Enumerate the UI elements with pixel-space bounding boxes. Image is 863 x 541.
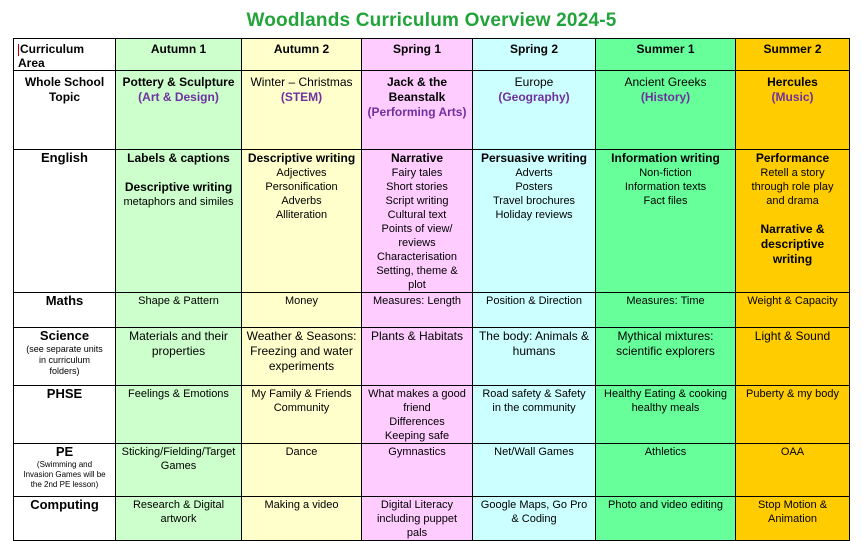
pe-note: (Swimming and [36, 460, 93, 469]
topic-name: Beanstalk [388, 90, 446, 104]
science-summer-2 [736, 328, 850, 386]
english-item: Travel brochures [492, 195, 576, 207]
header-area-label: Curriculum Area [18, 42, 85, 70]
phse-item: What makes a good [368, 388, 466, 400]
topic-label-line: Whole School [24, 75, 105, 89]
science-item: The body: Animals & [478, 329, 590, 343]
science-spring-2 [473, 328, 596, 386]
english-summer-2 [736, 150, 850, 293]
english-row [14, 150, 850, 293]
science-autumn-1 [116, 328, 242, 386]
pe-row-label [14, 444, 116, 497]
english-item: Adjectives [276, 167, 327, 179]
computing-autumn-2 [242, 497, 362, 541]
pe-item: Gymnastics [388, 446, 446, 458]
science-item: Mythical mixtures: [617, 329, 714, 343]
phse-item: in the community [492, 402, 576, 414]
english-spring-1 [362, 150, 473, 293]
english-item: Personification [265, 181, 338, 193]
page-title: Woodlands Curriculum Overview 2024-5 [246, 10, 617, 31]
computing-item: Digital Literacy [380, 499, 454, 511]
english-summer-1 [596, 150, 736, 293]
english-item: metaphors and similes [123, 196, 234, 208]
english-heading: Information writing [611, 151, 720, 165]
computing-item: Research & Digital [132, 499, 225, 511]
science-note: folders) [49, 366, 80, 376]
computing-item: artwork [160, 513, 197, 525]
phse-spring-2 [473, 386, 596, 444]
english-heading: writing [772, 252, 813, 266]
english-item: reviews [398, 237, 436, 249]
header-curriculum-area [14, 39, 116, 71]
topic-row-label [14, 71, 116, 150]
topic-summer-1 [596, 71, 736, 150]
topic-subject: (Performing Arts) [367, 105, 467, 119]
pe-item: Dance [285, 446, 318, 458]
phse-autumn-1 [116, 386, 242, 444]
english-autumn-2 [242, 150, 362, 293]
phse-item: healthy meals [631, 402, 700, 414]
topic-name: Jack & the [386, 75, 448, 89]
english-item: Adverbs [281, 195, 322, 207]
pe-item: Sticking/Fielding/Target [121, 446, 236, 458]
phse-row [14, 386, 850, 444]
english-heading: Descriptive writing [247, 151, 356, 165]
science-item: Freezing and water [250, 344, 353, 358]
pe-row [14, 444, 850, 497]
header-summer-1: Summer 1 [596, 39, 736, 71]
pe-note: Invasion Games will be [23, 470, 106, 479]
header-summer-2: Summer 2 [736, 39, 850, 71]
topic-name: Winter – Christmas [250, 75, 353, 89]
english-item: Script writing [385, 195, 449, 207]
science-autumn-2 [242, 328, 362, 386]
english-item: Adverts [515, 167, 553, 179]
science-label: Science [39, 328, 90, 343]
english-heading: Labels & captions [127, 151, 230, 165]
maths-autumn-2: Money [242, 293, 362, 328]
maths-spring-1: Measures: Length [362, 293, 473, 328]
pe-summer-1 [596, 444, 736, 497]
pe-label: PE [55, 444, 74, 459]
header-row [14, 39, 850, 71]
english-heading: Narrative & [760, 222, 825, 236]
science-item: scientific explorers [616, 344, 715, 358]
header-spring-1: Spring 1 [362, 39, 473, 71]
english-item: and drama [766, 195, 819, 207]
phse-item: Puberty & my body [746, 388, 839, 400]
phse-item: Feelings & Emotions [128, 388, 229, 400]
english-item: Fairy tales [391, 167, 443, 179]
english-heading: Narrative [390, 151, 444, 165]
computing-autumn-1 [116, 497, 242, 541]
pe-spring-1 [362, 444, 473, 497]
science-note: in curriculum [38, 355, 90, 365]
header-autumn-1: Autumn 1 [116, 39, 242, 71]
phse-spring-1 [362, 386, 473, 444]
pe-item: OAA [780, 446, 805, 458]
phse-item: friend [403, 402, 431, 414]
computing-item: Animation [768, 513, 817, 525]
english-heading: Persuasive writing [480, 151, 588, 165]
english-heading: Descriptive writing [124, 180, 233, 194]
phse-item: Road safety & Safety [482, 388, 586, 400]
computing-item: & Coding [511, 513, 557, 525]
pe-item: Net/Wall Games [494, 446, 574, 458]
english-item: through role play [751, 181, 834, 193]
topic-name: Ancient Greeks [624, 75, 707, 89]
header-autumn-2: Autumn 2 [242, 39, 362, 71]
topic-label-line: Topic [48, 90, 81, 104]
science-item: experiments [268, 359, 335, 373]
english-item: Retell a story [760, 167, 825, 179]
topic-subject: (History) [640, 90, 691, 104]
english-heading: Performance [755, 151, 830, 165]
topic-row [14, 71, 850, 150]
pe-note: the 2nd PE lesson) [30, 480, 99, 489]
english-item: Setting, theme & [376, 265, 458, 277]
english-row-label: English [14, 150, 116, 293]
topic-autumn-1 [116, 71, 242, 150]
header-spring-2: Spring 2 [473, 39, 596, 71]
computing-row [14, 497, 850, 541]
phse-item: Differences [389, 416, 445, 428]
topic-subject: (Geography) [498, 90, 570, 104]
pe-summer-2 [736, 444, 850, 497]
topic-autumn-2 [242, 71, 362, 150]
science-item: Weather & Seasons: [246, 329, 357, 343]
pe-item: Athletics [644, 446, 687, 458]
maths-row-label: Maths [14, 293, 116, 328]
science-item: humans [512, 344, 556, 358]
pe-item: Games [160, 460, 197, 472]
english-item: Fact files [643, 195, 688, 207]
science-summer-1 [596, 328, 736, 386]
computing-item: Making a video [264, 499, 339, 511]
phse-item: Healthy Eating & cooking [604, 388, 727, 400]
phse-item: Keeping safe [384, 430, 450, 442]
english-item: Information texts [624, 181, 707, 193]
phse-summer-2 [736, 386, 850, 444]
pe-autumn-1 [116, 444, 242, 497]
topic-name: Hercules [767, 75, 818, 89]
phse-summer-1 [596, 386, 736, 444]
computing-item: Photo and video editing [608, 499, 723, 511]
topic-name: Pottery & Sculpture [122, 75, 235, 89]
computing-summer-1 [596, 497, 736, 541]
english-item: plot [408, 279, 426, 291]
phse-row-label: PHSE [14, 386, 116, 444]
science-item: Light & Sound [754, 329, 831, 343]
science-item: Materials and their [129, 329, 228, 343]
english-item: Alliteration [275, 209, 328, 221]
topic-subject: (STEM) [280, 90, 323, 104]
english-item: Short stories [386, 181, 448, 193]
topic-spring-1 [362, 71, 473, 150]
science-spring-1 [362, 328, 473, 386]
english-item: Non-fiction [639, 167, 692, 179]
english-item: Points of view/ [381, 223, 453, 235]
science-row-label [14, 328, 116, 386]
topic-name: Europe [514, 75, 554, 89]
topic-subject: (Music) [771, 90, 814, 104]
english-spring-2 [473, 150, 596, 293]
science-item: Plants & Habitats [370, 329, 464, 343]
curriculum-table [13, 38, 850, 541]
computing-item: Google Maps, Go Pro [480, 499, 588, 511]
computing-spring-2 [473, 497, 596, 541]
phse-autumn-2 [242, 386, 362, 444]
computing-summer-2 [736, 497, 850, 541]
maths-spring-2: Position & Direction [473, 293, 596, 328]
science-note: (see separate units [26, 344, 103, 354]
english-item: Posters [515, 181, 553, 193]
english-item: Characterisation [376, 251, 458, 263]
english-item: Holiday reviews [495, 209, 573, 221]
computing-item: Stop Motion & [757, 499, 828, 511]
pe-autumn-2 [242, 444, 362, 497]
topic-spring-2 [473, 71, 596, 150]
computing-spring-1 [362, 497, 473, 541]
pe-spring-2 [473, 444, 596, 497]
computing-item: including puppet [376, 513, 458, 525]
maths-autumn-1: Shape & Pattern [116, 293, 242, 328]
topic-summer-2 [736, 71, 850, 150]
maths-row [14, 293, 850, 328]
topic-subject: (Art & Design) [138, 90, 219, 104]
english-heading: descriptive [760, 237, 825, 251]
phse-item: My Family & Friends [251, 388, 352, 400]
phse-item: Community [273, 402, 330, 414]
maths-summer-1: Measures: Time [596, 293, 736, 328]
maths-summer-2: Weight & Capacity [736, 293, 850, 328]
science-row [14, 328, 850, 386]
text-cursor [18, 44, 19, 56]
english-item: Cultural text [387, 209, 447, 221]
computing-row-label: Computing [14, 497, 116, 541]
english-autumn-1 [116, 150, 242, 293]
computing-item: pals [406, 527, 428, 539]
science-item: properties [151, 344, 206, 358]
